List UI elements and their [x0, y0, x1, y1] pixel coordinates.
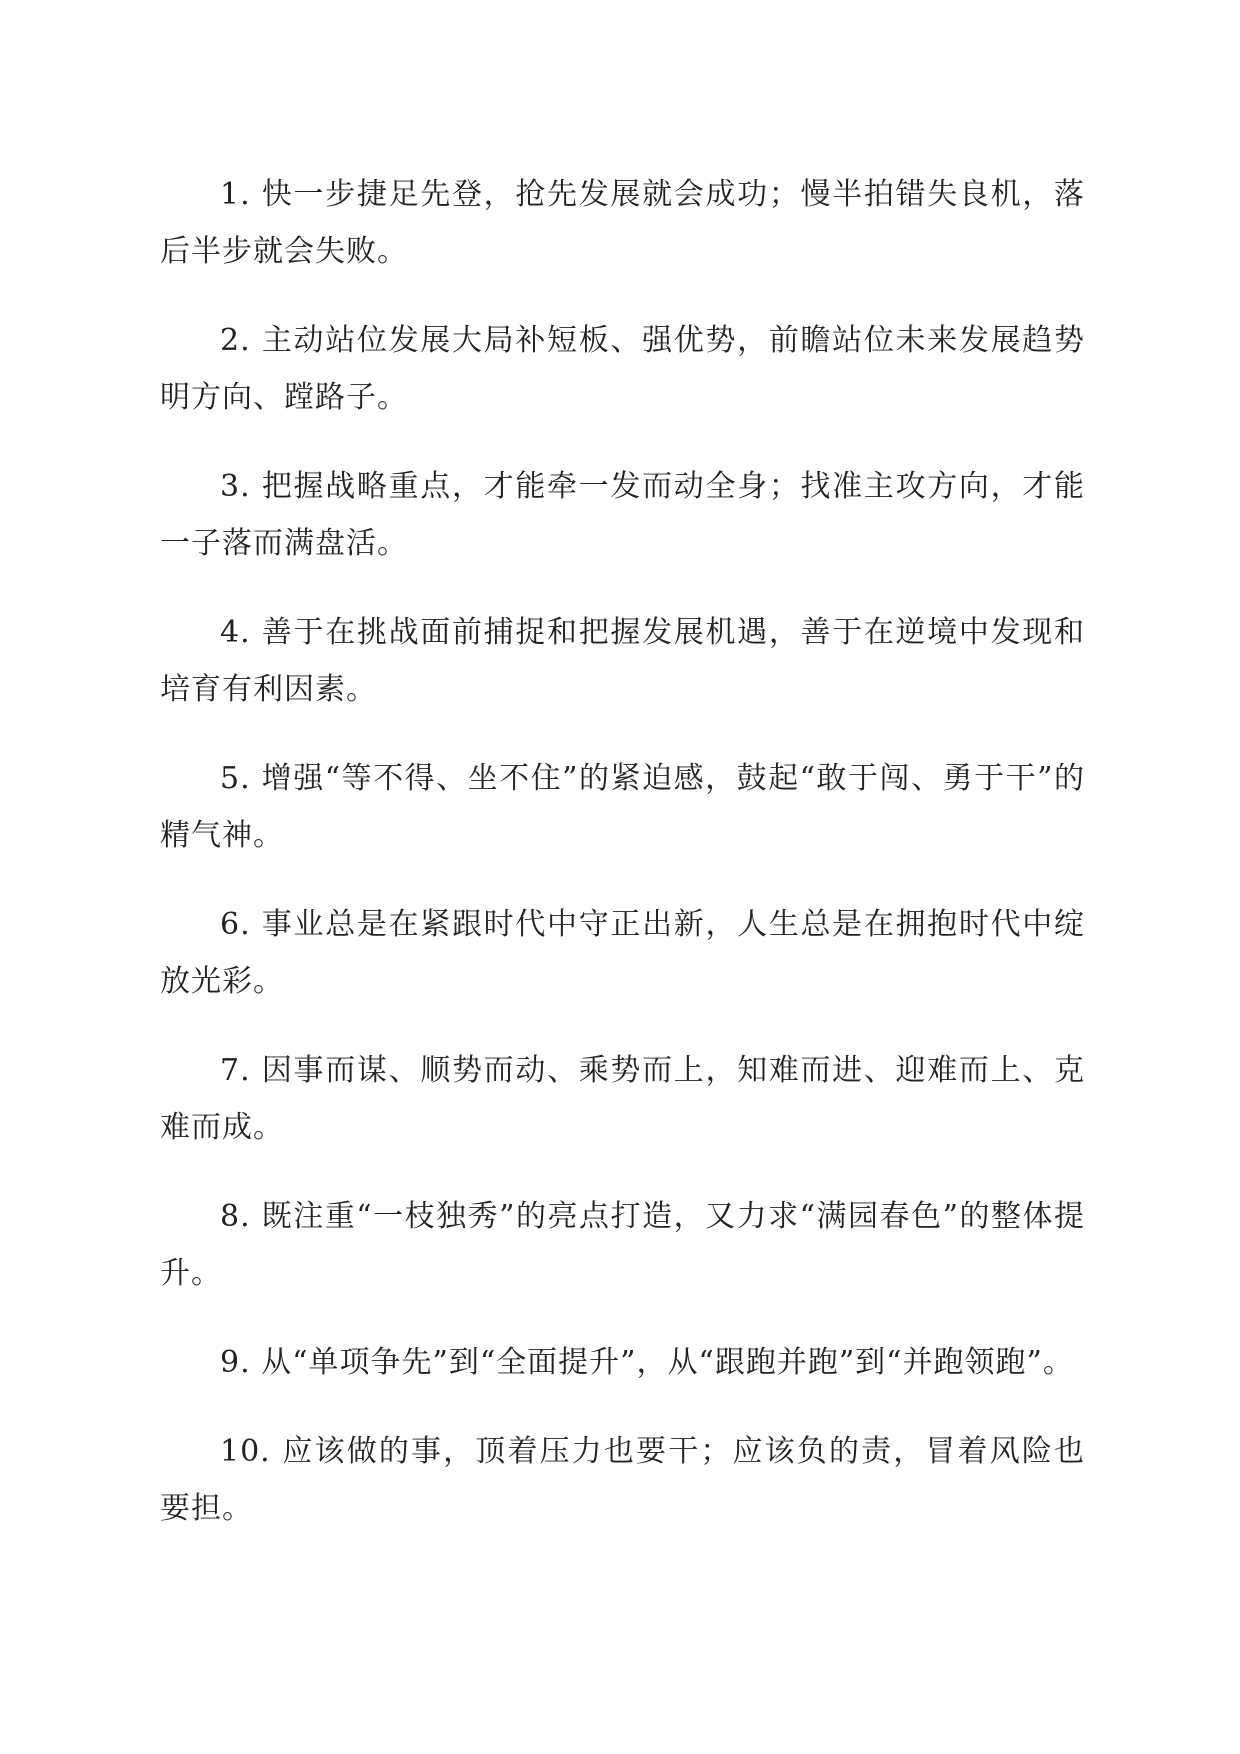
list-item: 6. 事业总是在紧跟时代中守正出新，人生总是在拥抱时代中绽放光彩。 [160, 907, 1085, 999]
list-item: 7. 因事而谋、顺势而动、乘势而上，知难而进、迎难而上、克难而成。 [160, 1053, 1085, 1145]
document-body [160, 166, 1085, 1569]
list-item: 5. 增强“等不得、坐不住”的紧迫感，鼓起“敢于闯、勇于干”的精气神。 [160, 761, 1085, 853]
list-item: 9. 从“单项争先”到“全面提升”，从“跟跑并跑”到“并跑领跑”。 [220, 1345, 1074, 1380]
list-item: 10. 应该做的事，顶着压力也要干；应该负的责，冒着风险也要担。 [160, 1434, 1085, 1526]
list-item: 8. 既注重“一枝独秀”的亮点打造，又力求“满园春色”的整体提升。 [160, 1199, 1085, 1291]
list-item: 1. 快一步捷足先登，抢先发展就会成功；慢半拍错失良机，落后半步就会失败。 [160, 177, 1085, 269]
list-item: 3. 把握战略重点，才能牵一发而动全身；找准主攻方向，才能一子落而满盘活。 [160, 469, 1085, 561]
list-item: 2. 主动站位发展大局补短板、强优势，前瞻站位未来发展趋势明方向、蹚路子。 [160, 323, 1085, 415]
list-item: 4. 善于在挑战面前捕捉和把握发展机遇，善于在逆境中发现和培育有利因素。 [160, 615, 1085, 707]
